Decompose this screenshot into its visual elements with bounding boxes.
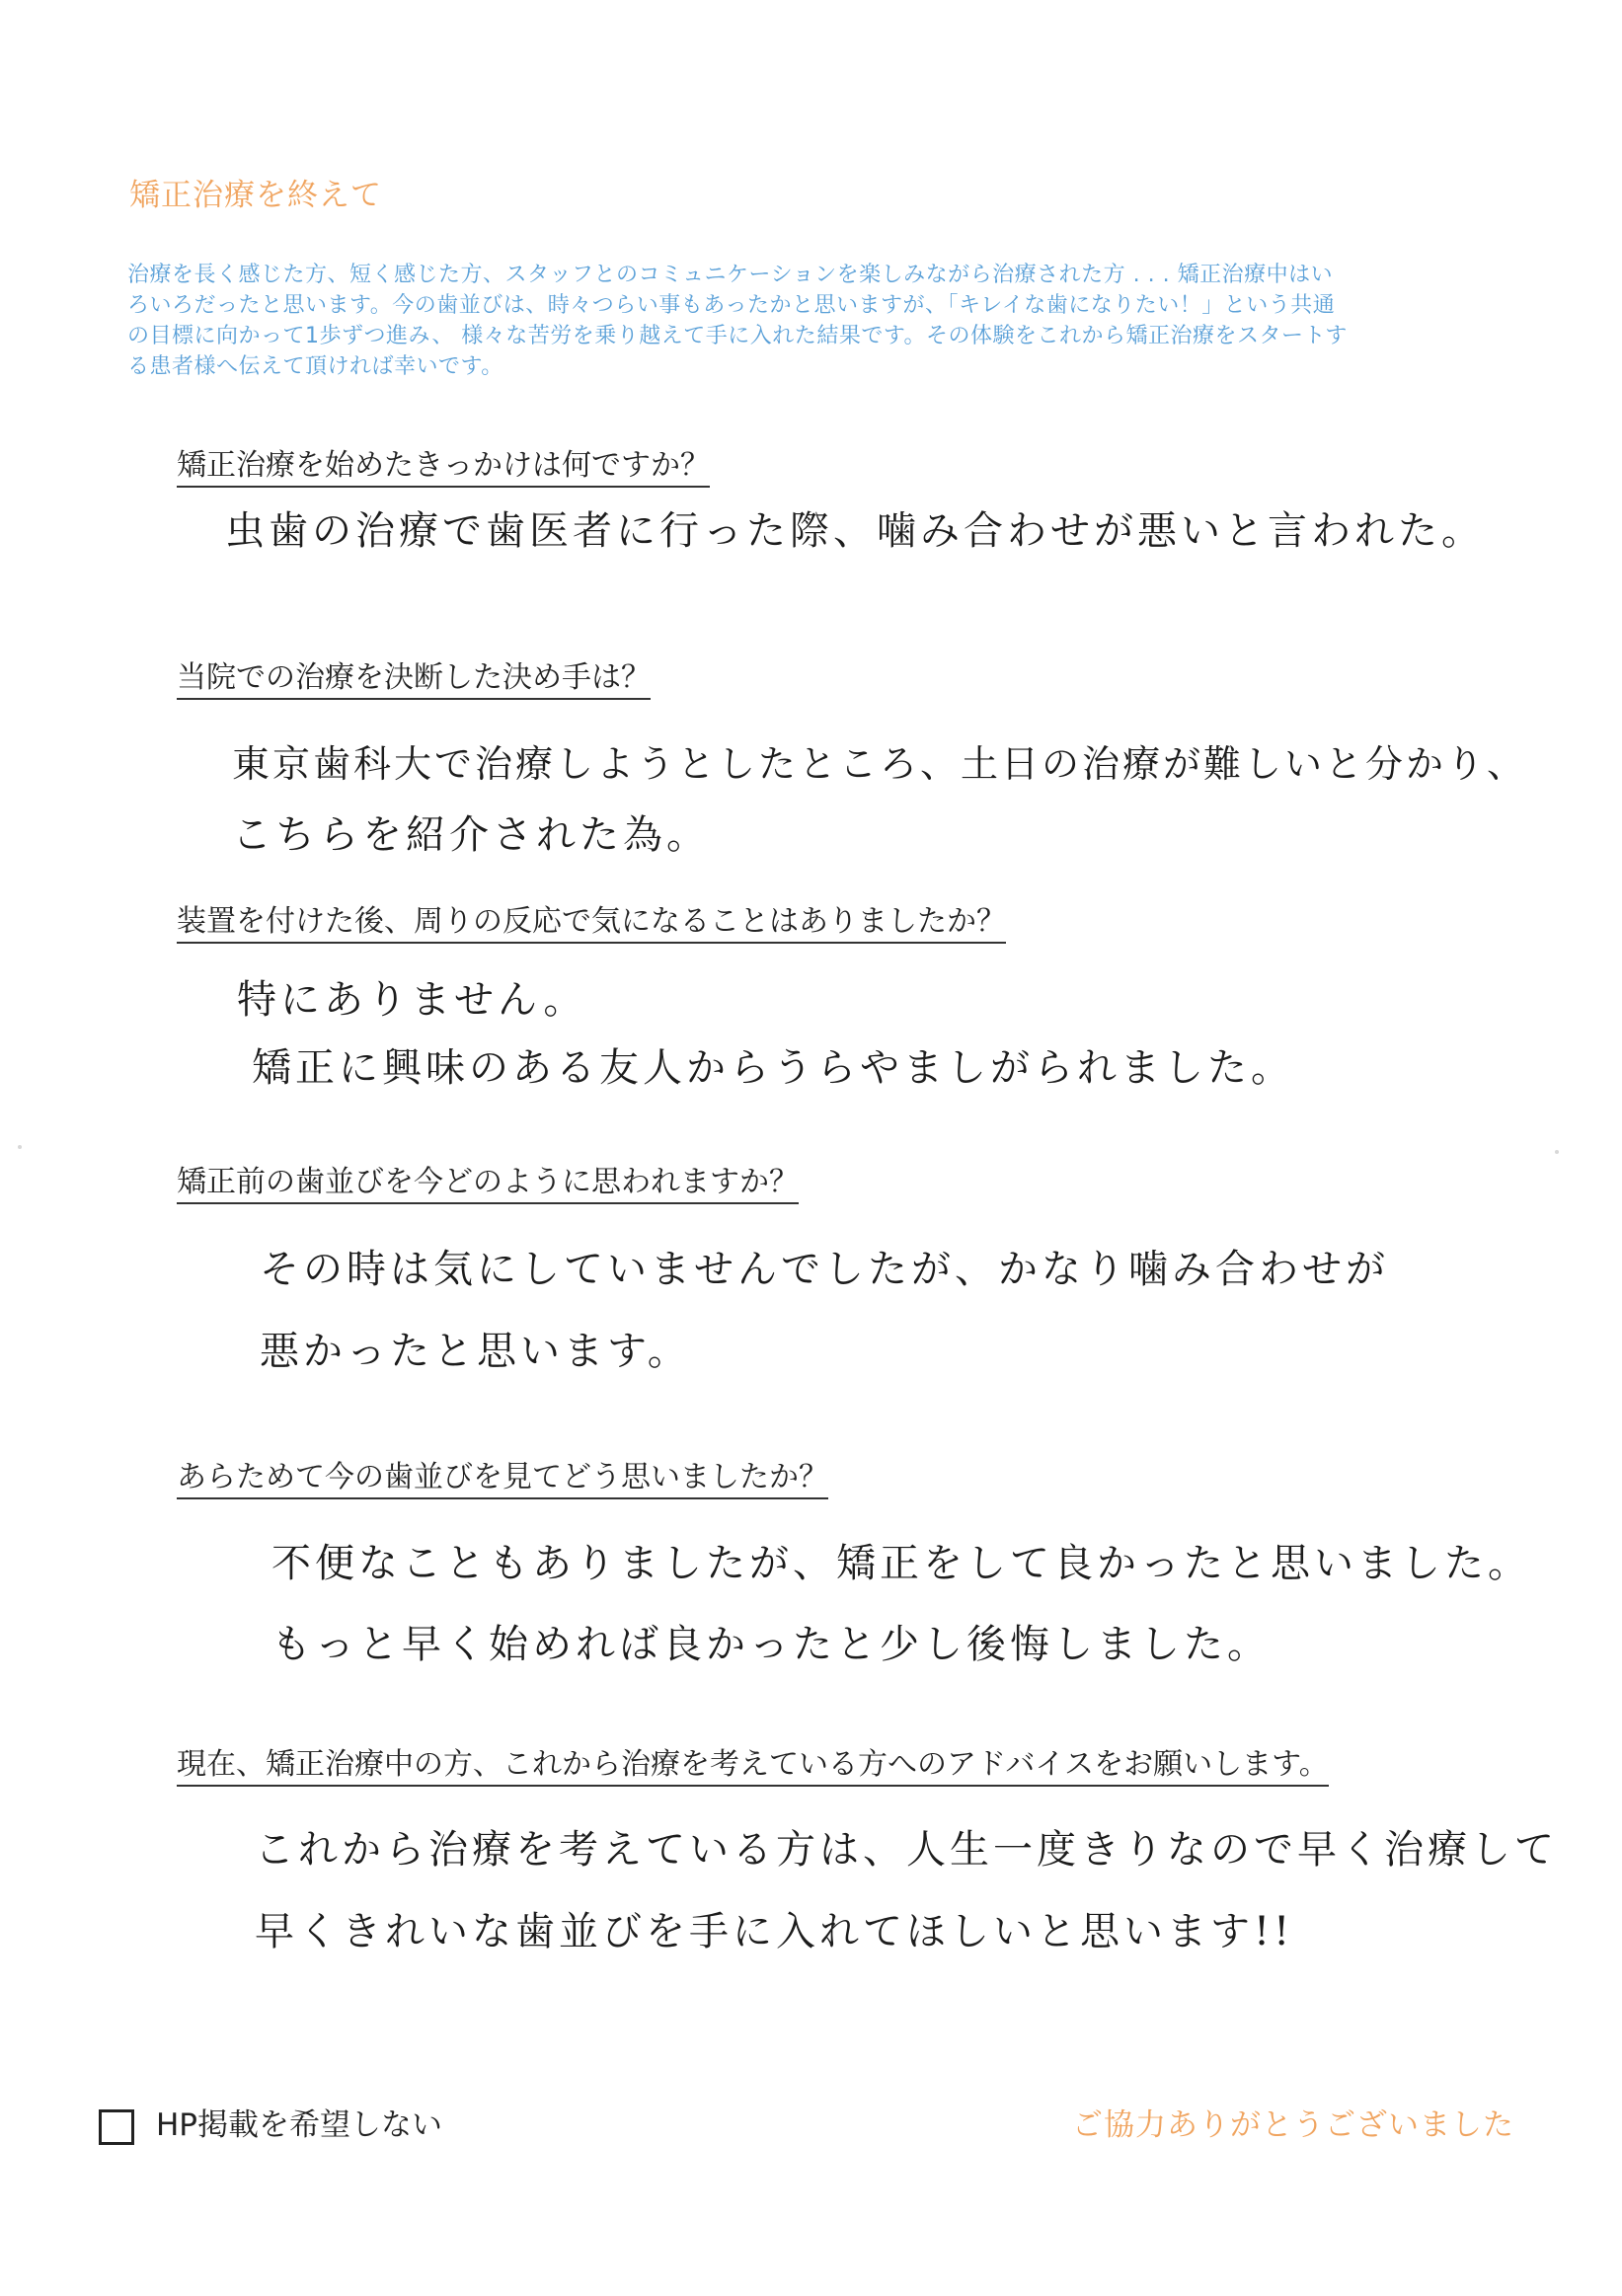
answer-5-line-2: もっと早く始めれば良かったと少し後悔しました。: [271, 1622, 1271, 1667]
answer-3-line-1: 特にありません。: [237, 977, 587, 1023]
question-1: 矯正治療を始めたきっかけは何ですか？: [177, 448, 710, 488]
answer-2-line-2: こちらを紹介された為。: [232, 812, 710, 858]
scan-speck: [18, 1145, 22, 1149]
answer-2-line-1: 東京歯科大で治療しようとしたところ、土日の治療が難しいと分かり、: [232, 742, 1528, 786]
answer-4-line-1: その時は気にしていませんでしたが、かなり噛み合わせが: [260, 1247, 1389, 1292]
question-4: 矯正前の歯並びを今どのように思われますか？: [177, 1165, 799, 1204]
answer-4-line-2: 悪かったと思います。: [260, 1329, 691, 1374]
question-5: あらためて今の歯並びを見てどう思いましたか？: [177, 1460, 828, 1499]
answer-6-line-1: これから治療を考えている方は、人生一度きりなので早く治療して: [255, 1827, 1558, 1873]
answer-3-line-2: 矯正に興味のある友人からうらやましがられました。: [252, 1045, 1294, 1091]
intro-paragraph: [127, 260, 1500, 382]
hp-opt-out-checkbox[interactable]: [99, 2109, 134, 2145]
question-3: 装置を付けた後、周りの反応で気になることはありましたか？: [177, 904, 1006, 944]
intro-line: ろいろだったと思います。今の歯並びは、時々つらい事もあったかと思いますが、「キレイな歯になりたい！」という共通: [127, 293, 1336, 318]
scan-speck: [1555, 1150, 1559, 1154]
intro-line: 治療を長く感じた方、短く感じた方、スタッフとのコミュニケーションを楽しみながら治療された方 . . . 矯正治療中はい: [127, 263, 1334, 287]
intro-line: る患者様へ伝えて頂ければ幸いです。: [127, 354, 503, 379]
question-2: 当院での治療を決断した決め手は？: [177, 660, 651, 700]
intro-line: の目標に向かって1歩ずつ進み、 様々な苦労を乗り越えて手に入れた結果です。その体験をこれから矯正治療をスタートす: [127, 324, 1348, 348]
answer-6-line-2: 早くきれいな歯並びを手に入れてほしいと思います!!: [255, 1909, 1294, 1954]
thanks-message: ご協力ありがとうございました: [1072, 2107, 1514, 2143]
hp-opt-out-label: HP掲載を希望しない: [156, 2107, 443, 2143]
answer-5-line-1: 不便なこともありましたが、矯正をして良かったと思いました。: [271, 1541, 1531, 1586]
question-6: 現在、矯正治療中の方、これから治療を考えている方へのアドバイスをお願いします。: [177, 1747, 1329, 1787]
answer-1-line-1: 虫歯の治療で歯医者に行った際、噛み合わせが悪いと言われた。: [225, 508, 1485, 554]
page-title: 矯正治療を終えて: [129, 178, 382, 213]
